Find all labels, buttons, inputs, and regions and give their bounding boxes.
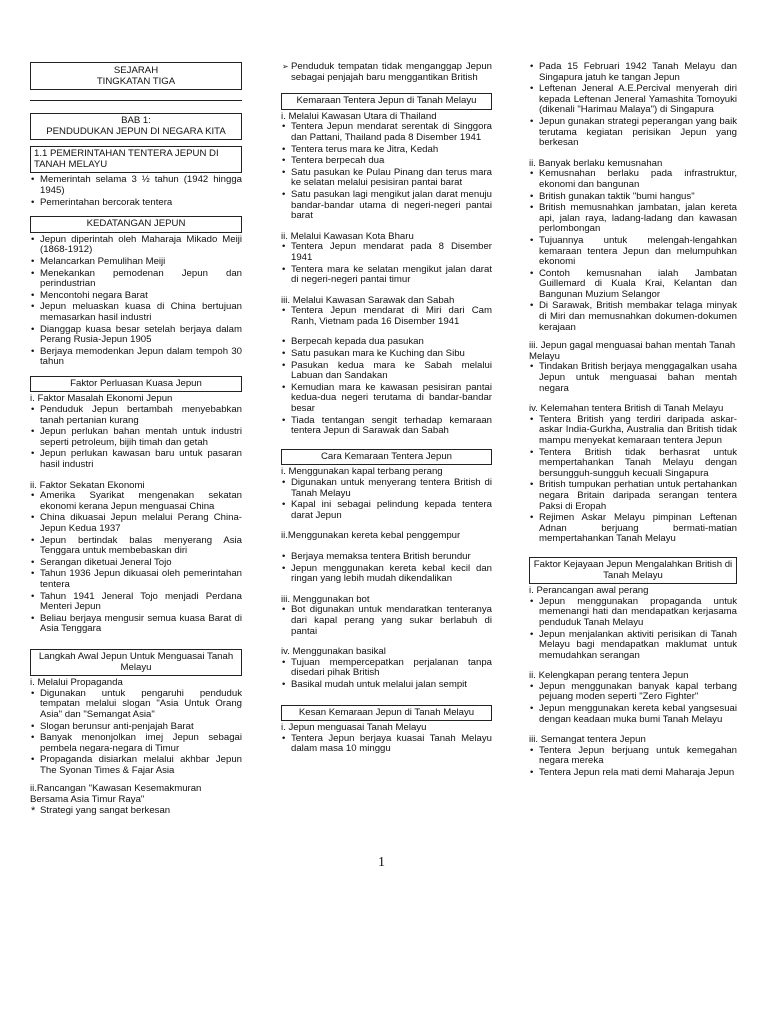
header-box <box>30 62 242 90</box>
list-item: • Tentera British yang terdiri daripada askar-askar India-Gurkha, Australia dan British tidak mampu menyekat kemaraan tentera Jepun <box>529 415 737 447</box>
column-1 <box>30 62 242 817</box>
cara-sub2: ii.Menggunakan kereta kebal penggempur <box>281 530 461 542</box>
list-item: • British gunakan taktik "bumi hangus" <box>529 192 737 203</box>
list-item: • Tentera mara ke selatan mengikut jalan darat di negeri-negeri pantai timur <box>281 265 492 286</box>
list-item: • Menekankan pemodenan Jepun dan perindustrian <box>30 269 242 290</box>
kesan-title: Kesan Kemaraan Jepun di Tanah Melayu <box>281 705 492 722</box>
langkah-title: Langkah Awal Jepun Untuk Menguasai Tanah Melayu <box>30 649 242 676</box>
kesan-sub1: i. Jepun menguasai Tanah Melayu <box>281 722 427 734</box>
perluasan-list2 <box>30 491 242 635</box>
list-item: • Tentera Jepun berjaya kuasai Tanah Melayu dalam masa 10 minggu <box>281 734 492 755</box>
list-item: • Tindakan British berjaya menggagalkan usaha Jepun untuk menguasai bahan mentah negara <box>529 362 737 394</box>
cara-list1 <box>281 478 492 521</box>
list-item: • Serangan diketuai Jeneral Tojo <box>30 558 242 569</box>
chapter-number: BAB 1: <box>121 115 151 126</box>
list-item: • Dianggap kuasa besar setelah berjaya dalam Perang Rusia-Jepun 1905 <box>30 325 242 346</box>
list-item: • Tujuan mempercepatkan perjalanan tanpa disedari pihak British <box>281 658 492 679</box>
list-item: • Pasukan kedua mara ke Sabah melalui Labuan dan Sandakan <box>281 361 492 382</box>
kesan-sub4: iv. Kelemahan tentera British di Tanah Melayu <box>529 403 724 415</box>
kesan-list1b <box>529 62 737 149</box>
chapter-title: PENDUDUKAN JEPUN DI NEGARA KITA <box>46 125 226 137</box>
kedatangan-title: KEDATANGAN JEPUN <box>30 216 242 233</box>
langkah-sub1: i. Melalui Propaganda <box>30 677 123 689</box>
kesan-list4 <box>529 415 737 545</box>
kemaraan-list2 <box>281 242 492 285</box>
kemaraan-list3 <box>281 306 492 327</box>
faktor-title: Faktor Kejayaan Jepun Mengalahkan British di Tanah Melayu <box>529 557 737 584</box>
cara-sub1: i. Menggunakan kapal terbang perang <box>281 466 443 478</box>
list-item: • China dikuasai Jepun melalui Perang China-Jepun Kedua 1937 <box>30 513 242 534</box>
level-title: TINGKATAN TIGA <box>96 76 176 87</box>
column-3 <box>529 62 737 780</box>
list-item: • Tahun 1936 Jepun dikuasai oleh pemerintahan tentera <box>30 569 242 590</box>
kedatangan-list <box>30 235 242 368</box>
perluasan-sub2: ii. Faktor Sekatan Ekonomi <box>30 479 145 491</box>
list-item: ➢ Penduduk tempatan tidak menganggap Jepun sebagai penjajah baru menggantikan British <box>281 62 492 83</box>
list-item: • Jepun perlukan kawasan baru untuk pasaran hasil industri <box>30 449 242 470</box>
kesan-list2 <box>529 169 737 333</box>
list-item: • Memerintah selama 3 ½ tahun (1942 hingga 1945) <box>30 175 242 196</box>
list-item: • Banyak menonjolkan imej Jepun sebagai pembela negara-negara di Timur <box>30 733 242 754</box>
list-item: * Strategi yang sangat berkesan <box>30 806 242 817</box>
list-item: • Berjaya memodenkan Jepun dalam tempoh 30 tahun <box>30 347 242 368</box>
list-item: • Tentera Jepun mendarat pada 8 Disember 1941 <box>281 242 492 263</box>
perluasan-title: Faktor Perluasan Kuasa Jepun <box>30 376 242 393</box>
langkah-list1 <box>30 689 242 777</box>
list-item: • Tahun 1941 Jeneral Tojo menjadi Perdana Menteri Jepun <box>30 592 242 613</box>
list-item: • Satu pasukan mara ke Kuching dan Sibu <box>281 349 492 360</box>
kesan-sub2: ii. Banyak berlaku kemusnahan <box>529 157 663 169</box>
subject-title: SEJARAH <box>113 65 159 76</box>
kemaraan-title: Kemaraan Tentera Jepun di Tanah Melayu <box>281 93 492 110</box>
list-item: • British tumpukan perhatian untuk pertahankan negara Britain daripada serangan tentera Paksi di Eropah <box>529 480 737 512</box>
page-number: 1 <box>378 855 385 870</box>
list-item: • Jepun menggunakan kereta kebal kecil dan ringan yang lebih mudah dikendalikan <box>281 564 492 585</box>
list-item: • Satu pasukan lagi mengikut jalan darat menuju bandar-bandar utama di negeri-negeri pantai barat <box>281 190 492 222</box>
list-item: • Tujuannya untuk melengah-lengahkan kemaraan tentera Jepun dan melumpuhkan ekonomi <box>529 236 737 268</box>
section-1-1-title: 1.1 PEMERINTAHAN TENTERA JEPUN DI TANAH MELAYU <box>30 146 242 173</box>
list-item: • Berpecah kepada dua pasukan <box>281 337 492 348</box>
perluasan-list1 <box>30 405 242 471</box>
cara-sub4: iv. Menggunakan basikal <box>281 646 386 658</box>
kemaraan-sub2: ii. Melalui Kawasan Kota Bharu <box>281 230 414 242</box>
list-item: • Jepun menggunakan propaganda untuk memenangi hati dan mendapatkan kerjasama penduduk Tanah Melayu <box>529 597 737 629</box>
list-item: • Jepun gunakan strategi peperangan yang baik terutama kegiatan perisikan Jepun yang berkesan <box>529 117 737 149</box>
list-item: • Di Sarawak, British membakar telaga minyak di Miri dan memusnahkan dokumen-dokumen kerajaan <box>529 301 737 333</box>
list-item: • Satu pasukan ke Pulau Pinang dan terus mara ke selatan melalui pesisiran pantai barat <box>281 168 492 189</box>
kemaraan-list1 <box>281 122 492 221</box>
list-item: • Tentera Jepun berjuang untuk kemegahan negara mereka <box>529 746 737 767</box>
list-item: • Jepun menggunakan banyak kapal terbang pejuang moden seperti "Zero Fighter" <box>529 682 737 703</box>
list-item: • Jepun meluaskan kuasa di China bertujuan memasarkan hasil industri <box>30 302 242 323</box>
list-item: • Jepun perlukan bahan mentah untuk industri seperti petroleum, bijih timah dan getah <box>30 427 242 448</box>
kemaraan-list3b <box>281 337 492 436</box>
faktor-list2 <box>529 682 737 725</box>
list-item: • Tentera British tidak berhasrat untuk mempertahankan Tanah Melayu dengan bersungguh-sungguh kecuali Singapura <box>529 448 737 480</box>
list-item: • Penduduk Jepun bertambah menyebabkan tanah pertanian kurang <box>30 405 242 426</box>
list-item: • Slogan berunsur anti-penjajah Barat <box>30 722 242 733</box>
list-item: • Mencontohi negara Barat <box>30 291 242 302</box>
list-item: • Basikal mudah untuk melalui jalan sempit <box>281 680 492 691</box>
chapter-box <box>30 113 242 140</box>
cara-list3 <box>281 605 492 637</box>
list-item: • Tiada tentangan sengit terhadap kemaraan tentera Jepun di Sarawak dan Sabah <box>281 416 492 437</box>
list-item: • Bot digunakan untuk mendaratkan tenteranya dari kapal perang yang sukar berlabuh di pantai <box>281 605 492 637</box>
langkah-list2b <box>281 62 492 83</box>
list-item: • Tentera terus mara ke Jitra, Kedah <box>281 145 492 156</box>
kesan-list3 <box>529 362 737 394</box>
kesan-sub3: iii. Jepun gagal menguasai bahan mentah Tanah Melayu <box>529 340 736 362</box>
faktor-list3 <box>529 746 737 779</box>
list-item: • Jepun menjalankan aktiviti perisikan di Tanah Melayu bagi mendapatkan maklumat untuk memudahkan serangan <box>529 630 737 662</box>
list-item: • Pemerintahan bercorak tentera <box>30 198 242 209</box>
kemaraan-sub3: iii. Melalui Kawasan Sarawak dan Sabah <box>281 294 455 306</box>
list-item: • Tentera Jepun rela mati demi Maharaja Jepun <box>529 768 737 779</box>
faktor-sub2: ii. Kelengkapan perang tentera Jepun <box>529 670 689 682</box>
faktor-sub3: iii. Semangat tentera Jepun <box>529 734 646 746</box>
list-item: • Kemusnahan berlaku pada infrastruktur, ekonomi dan bangunan <box>529 169 737 190</box>
perluasan-sub1: i. Faktor Masalah Ekonomi Jepun <box>30 393 173 405</box>
list-item: • Tentera Jepun mendarat di Miri dari Cam Ranh, Vietnam pada 16 Disember 1941 <box>281 306 492 327</box>
list-item: • Tentera Jepun mendarat serentak di Singgora dan Pattani, Thailand pada 8 Disember 1941 <box>281 122 492 143</box>
list-item: • British memusnahkan jambatan, jalan kereta api, jalan raya, ladang-ladang dan kawasan perlombongan <box>529 203 737 235</box>
list-item: • Tentera berpecah dua <box>281 156 492 167</box>
list-item: • Amerika Syarikat mengenakan sekatan ekonomi kerana Jepun menguasai China <box>30 491 242 512</box>
list-item: • Propaganda disiarkan melalui akhbar Jepun The Syonan Times & Fajar Asia <box>30 755 242 776</box>
divider <box>30 100 242 101</box>
list-item: • Contoh kemusnahan ialah Jambatan Guillemard di Kuala Krai, Kelantan dan Bangunan Muzium Selangor <box>529 269 737 301</box>
list-item: • Digunakan untuk pengaruhi penduduk tempatan melalui slogan "Asia Untuk Orang Asia" dan "Semangat Asia" <box>30 689 242 721</box>
list-item: • Jepun diperintah oleh Maharaja Mikado Meiji (1868-1912) <box>30 235 242 256</box>
list-item: • Beliau berjaya mengusir semua kuasa Barat di Asia Tenggara <box>30 614 242 635</box>
cara-list2 <box>281 552 492 585</box>
list-item: • Jepun menggunakan kereta kebal yangsesuai dengan keadaan muka bumi Tanah Melayu <box>529 704 737 725</box>
kesan-list1a <box>281 734 492 755</box>
kemaraan-sub1: i. Melalui Kawasan Utara di Thailand <box>281 110 437 122</box>
list-item: • Kemudian mara ke kawasan pesisiran pantai kedua-dua negeri terutama di bandar-bandar besar <box>281 383 492 415</box>
cara-sub3: iii. Menggunakan bot <box>281 593 370 605</box>
column-2 <box>281 62 492 756</box>
list-item: • Rejimen Askar Melayu pimpinan Leftenan Adnan berjuang bermati-matian mempertahankan Tanah Melayu <box>529 513 737 545</box>
list-item: • Kapal ini sebagai pelindung kepada tentera darat Jepun <box>281 500 492 521</box>
faktor-sub1: i. Perancangan awal perang <box>529 585 649 597</box>
sec11-list <box>30 175 242 208</box>
langkah-list2a <box>30 806 242 817</box>
list-item: • Digunakan untuk menyerang tentera British di Tanah Melayu <box>281 478 492 499</box>
cara-title: Cara Kemaraan Tentera Jepun <box>281 449 492 466</box>
langkah-sub2: ii.Rancangan "Kawasan Kesemakmuran Bersama Asia Timur Raya" <box>30 783 202 806</box>
list-item: • Leftenan Jeneral A.E.Percival menyerah diri kepada Leftenan Jeneral Yamashita Tomoyuki (dikenali "Harimau Malaya") di Singapura <box>529 84 737 116</box>
list-item: • Jepun bertindak balas menyerang Asia Tenggara untuk membebaskan diri <box>30 536 242 557</box>
list-item: • Melancarkan Pemulihan Meiji <box>30 257 242 268</box>
cara-list4 <box>281 658 492 691</box>
faktor-list1 <box>529 597 737 662</box>
list-item: • Pada 15 Februari 1942 Tanah Melayu dan Singapura jatuh ke tangan Jepun <box>529 62 737 83</box>
list-item: • Berjaya memaksa tentera British berundur <box>281 552 492 563</box>
